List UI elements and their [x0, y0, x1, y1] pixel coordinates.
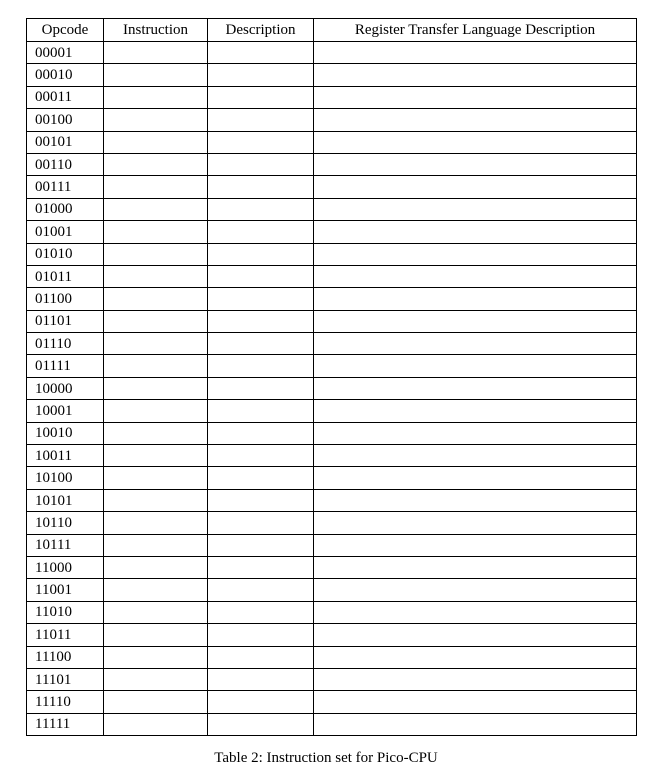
description-cell [208, 624, 314, 646]
table-row [27, 489, 637, 511]
table-body [27, 42, 637, 736]
rtl-description-cell [314, 467, 637, 489]
table-row [27, 668, 637, 690]
instruction-cell [104, 512, 208, 534]
instruction-cell [104, 355, 208, 377]
table-row [27, 422, 637, 444]
opcode-cell: 11010 [27, 601, 104, 623]
description-cell [208, 243, 314, 265]
instruction-table-container [26, 18, 637, 736]
description-cell [208, 265, 314, 287]
description-cell [208, 42, 314, 64]
rtl-description-cell [314, 42, 637, 64]
table-row [27, 243, 637, 265]
description-cell [208, 534, 314, 556]
table-row [27, 310, 637, 332]
table-row [27, 713, 637, 735]
description-cell [208, 579, 314, 601]
rtl-description-cell [314, 668, 637, 690]
table-row [27, 176, 637, 198]
opcode-cell: 11001 [27, 579, 104, 601]
instruction-cell [104, 198, 208, 220]
instruction-cell [104, 556, 208, 578]
instruction-cell [104, 467, 208, 489]
opcode-cell: 00101 [27, 131, 104, 153]
rtl-description-cell [314, 64, 637, 86]
instruction-cell [104, 288, 208, 310]
table-row [27, 109, 637, 131]
instruction-cell [104, 243, 208, 265]
opcode-cell: 11110 [27, 691, 104, 713]
description-cell [208, 176, 314, 198]
opcode-cell: 10110 [27, 512, 104, 534]
instruction-cell [104, 310, 208, 332]
instruction-cell [104, 646, 208, 668]
opcode-cell: 00001 [27, 42, 104, 64]
instruction-cell [104, 176, 208, 198]
instruction-cell [104, 601, 208, 623]
opcode-cell: 10111 [27, 534, 104, 556]
opcode-cell: 00111 [27, 176, 104, 198]
description-cell [208, 445, 314, 467]
description-cell [208, 489, 314, 511]
table-row [27, 42, 637, 64]
table-row [27, 534, 637, 556]
instruction-cell [104, 624, 208, 646]
opcode-cell: 10001 [27, 400, 104, 422]
rtl-description-cell [314, 556, 637, 578]
rtl-description-cell [314, 288, 637, 310]
opcode-cell: 00100 [27, 109, 104, 131]
rtl-description-cell [314, 243, 637, 265]
rtl-description-cell [314, 333, 637, 355]
opcode-cell: 00010 [27, 64, 104, 86]
table-row [27, 579, 637, 601]
rtl-description-cell [314, 601, 637, 623]
instruction-cell [104, 42, 208, 64]
description-cell [208, 355, 314, 377]
opcode-cell: 00110 [27, 153, 104, 175]
rtl-description-cell [314, 400, 637, 422]
table-row [27, 153, 637, 175]
instruction-cell [104, 579, 208, 601]
description-cell [208, 422, 314, 444]
opcode-cell: 11111 [27, 713, 104, 735]
instruction-cell [104, 377, 208, 399]
table-row [27, 556, 637, 578]
description-cell [208, 691, 314, 713]
opcode-cell: 01110 [27, 333, 104, 355]
description-cell [208, 109, 314, 131]
instruction-cell [104, 265, 208, 287]
opcode-cell: 01100 [27, 288, 104, 310]
description-cell [208, 131, 314, 153]
description-cell [208, 646, 314, 668]
rtl-description-cell [314, 131, 637, 153]
opcode-cell: 11011 [27, 624, 104, 646]
header-rtl-description: Register Transfer Language Description [314, 19, 637, 42]
rtl-description-cell [314, 153, 637, 175]
table-row [27, 512, 637, 534]
description-cell [208, 601, 314, 623]
description-cell [208, 310, 314, 332]
table-row [27, 467, 637, 489]
rtl-description-cell [314, 646, 637, 668]
instruction-cell [104, 153, 208, 175]
table-row [27, 265, 637, 287]
table-row [27, 131, 637, 153]
instruction-cell [104, 445, 208, 467]
description-cell [208, 668, 314, 690]
instruction-cell [104, 64, 208, 86]
table-row [27, 355, 637, 377]
rtl-description-cell [314, 624, 637, 646]
rtl-description-cell [314, 265, 637, 287]
table-header-row [27, 19, 637, 42]
rtl-description-cell [314, 109, 637, 131]
instruction-cell [104, 109, 208, 131]
instruction-cell [104, 489, 208, 511]
header-instruction: Instruction [104, 19, 208, 42]
opcode-cell: 10100 [27, 467, 104, 489]
instruction-cell [104, 668, 208, 690]
table-row [27, 646, 637, 668]
description-cell [208, 64, 314, 86]
description-cell [208, 86, 314, 108]
table-row [27, 221, 637, 243]
opcode-cell: 00011 [27, 86, 104, 108]
rtl-description-cell [314, 713, 637, 735]
table-row [27, 288, 637, 310]
table-caption: Table 2: Instruction set for Pico-CPU [214, 750, 438, 766]
opcode-cell: 01101 [27, 310, 104, 332]
rtl-description-cell [314, 489, 637, 511]
table-row [27, 400, 637, 422]
rtl-description-cell [314, 422, 637, 444]
opcode-cell: 11101 [27, 668, 104, 690]
opcode-cell: 01011 [27, 265, 104, 287]
opcode-cell: 01001 [27, 221, 104, 243]
table-row [27, 198, 637, 220]
table-row [27, 333, 637, 355]
rtl-description-cell [314, 512, 637, 534]
description-cell [208, 221, 314, 243]
opcode-cell: 10101 [27, 489, 104, 511]
instruction-cell [104, 534, 208, 556]
opcode-cell: 01111 [27, 355, 104, 377]
opcode-cell: 10000 [27, 377, 104, 399]
opcode-cell: 11000 [27, 556, 104, 578]
description-cell [208, 288, 314, 310]
description-cell [208, 333, 314, 355]
opcode-cell: 10010 [27, 422, 104, 444]
instruction-cell [104, 713, 208, 735]
header-description: Description [208, 19, 314, 42]
opcode-cell: 01010 [27, 243, 104, 265]
rtl-description-cell [314, 198, 637, 220]
instruction-cell [104, 221, 208, 243]
instruction-cell [104, 691, 208, 713]
table-row [27, 624, 637, 646]
rtl-description-cell [314, 176, 637, 198]
rtl-description-cell [314, 221, 637, 243]
description-cell [208, 556, 314, 578]
table-row [27, 64, 637, 86]
rtl-description-cell [314, 691, 637, 713]
description-cell [208, 512, 314, 534]
opcode-cell: 11100 [27, 646, 104, 668]
description-cell [208, 153, 314, 175]
table-row [27, 377, 637, 399]
header-opcode: Opcode [27, 19, 104, 42]
instruction-cell [104, 400, 208, 422]
rtl-description-cell [314, 86, 637, 108]
rtl-description-cell [314, 355, 637, 377]
description-cell [208, 400, 314, 422]
rtl-description-cell [314, 579, 637, 601]
table-row [27, 86, 637, 108]
instruction-set-table [26, 18, 637, 736]
rtl-description-cell [314, 377, 637, 399]
description-cell [208, 713, 314, 735]
table-row [27, 691, 637, 713]
description-cell [208, 198, 314, 220]
rtl-description-cell [314, 445, 637, 467]
rtl-description-cell [314, 310, 637, 332]
instruction-cell [104, 131, 208, 153]
opcode-cell: 01000 [27, 198, 104, 220]
instruction-cell [104, 333, 208, 355]
rtl-description-cell [314, 534, 637, 556]
table-row [27, 445, 637, 467]
instruction-cell [104, 422, 208, 444]
description-cell [208, 377, 314, 399]
table-row [27, 601, 637, 623]
description-cell [208, 467, 314, 489]
opcode-cell: 10011 [27, 445, 104, 467]
instruction-cell [104, 86, 208, 108]
